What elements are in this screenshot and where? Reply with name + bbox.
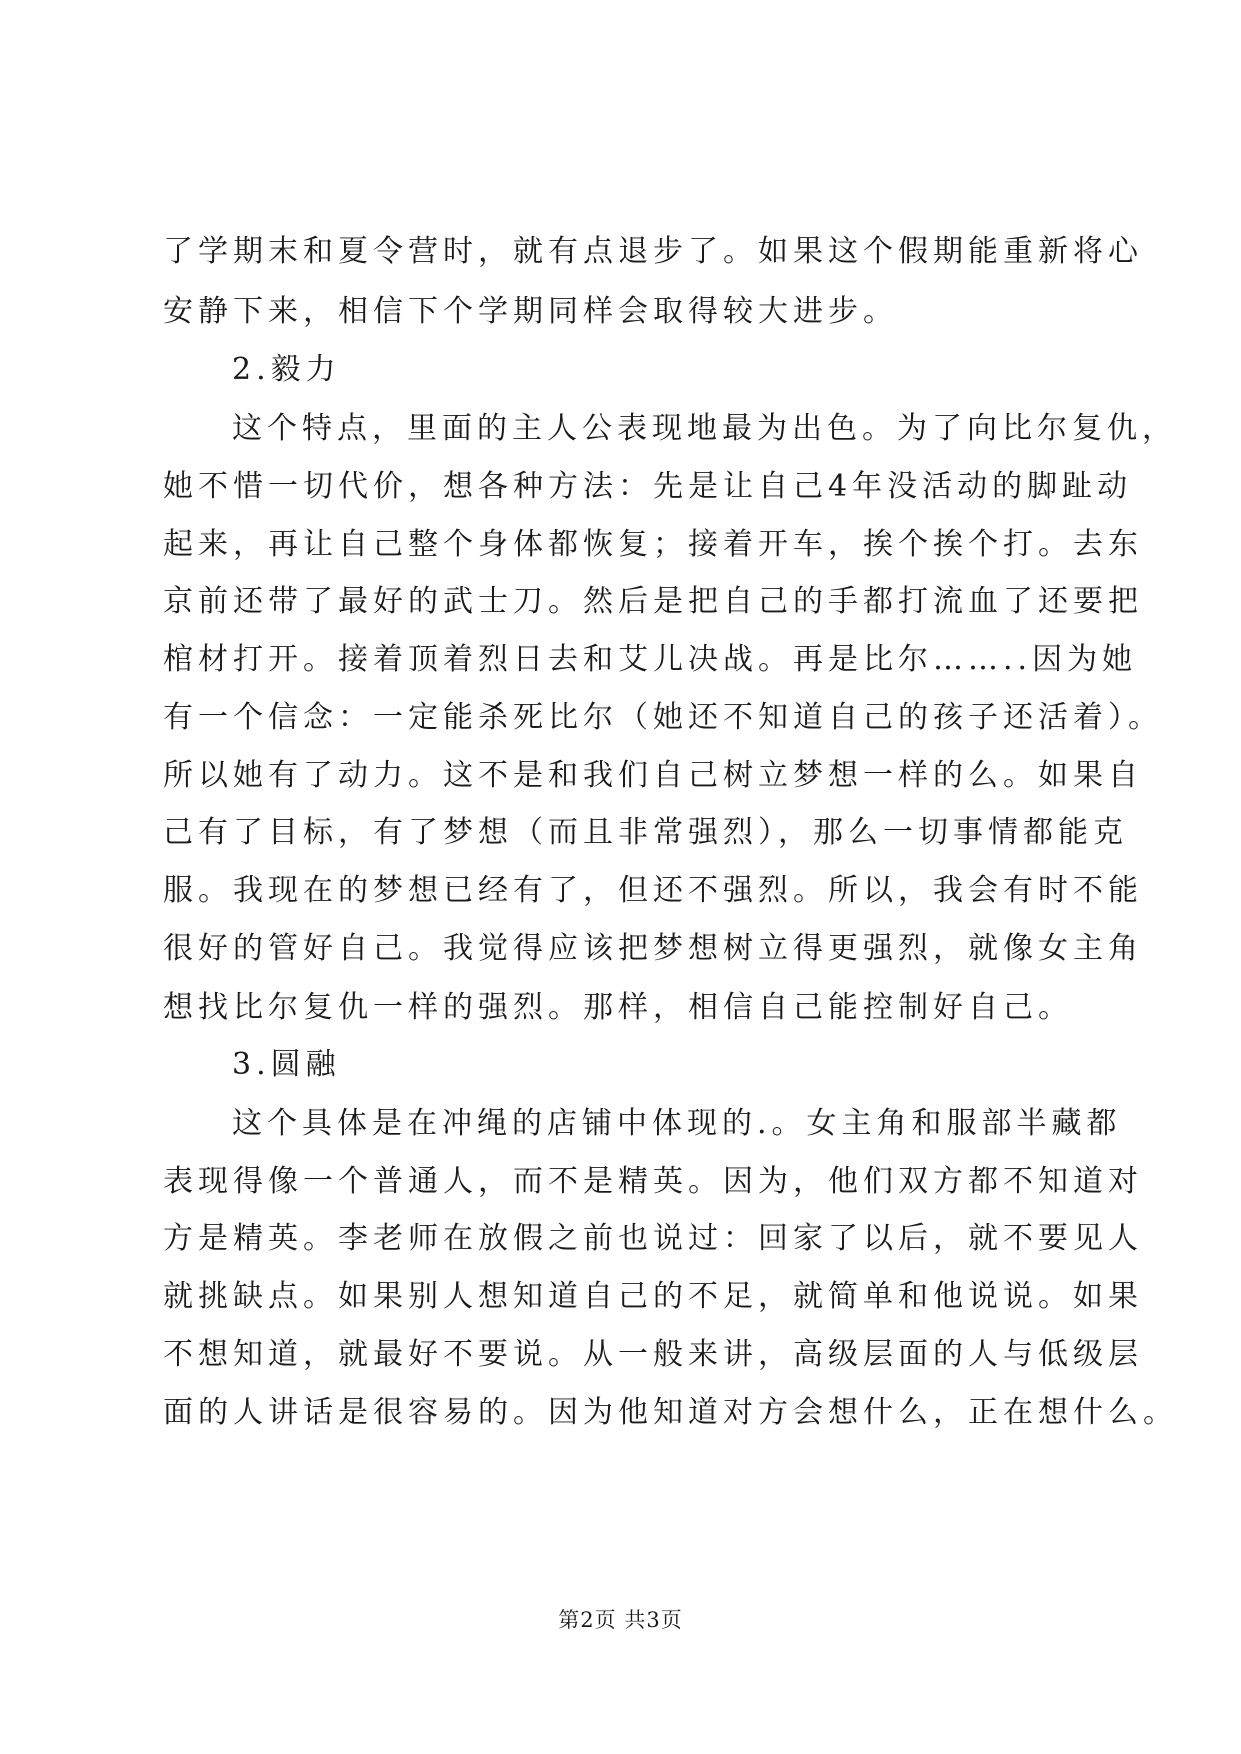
section-heading: 2.毅力 [232, 352, 341, 387]
paragraph-first-line: 这个具体是在冲绳的店铺中体现的.。女主角和服部半藏都 [232, 1106, 1122, 1141]
body-line: 面的人讲话是很容易的。因为他知道对方会想什么，正在想什么。 [163, 1395, 1178, 1430]
section-heading: 3.圆融 [232, 1047, 341, 1082]
body-line: 安静下来，相信下个学期同样会取得较大进步。 [163, 294, 898, 329]
body-line: 服。我现在的梦想已经有了，但还不强烈。所以，我会有时不能 [163, 873, 1143, 908]
body-line: 想找比尔复仇一样的强烈。那样，相信自己能控制好自己。 [163, 990, 1073, 1025]
body-line: 棺材打开。接着顶着烈日去和艾儿决战。再是比尔……..因为她 [163, 642, 1138, 677]
body-line: 表现得像一个普通人，而不是精英。因为，他们双方都不知道对 [163, 1164, 1143, 1199]
body-line: 所以她有了动力。这不是和我们自己树立梦想一样的么。如果自 [163, 758, 1143, 793]
body-line: 不想知道，就最好不要说。从一般来讲，高级层面的人与低级层 [163, 1337, 1143, 1372]
body-line: 很好的管好自己。我觉得应该把梦想树立得更强烈，就像女主角 [163, 931, 1143, 966]
body-line: 就挑缺点。如果别人想知道自己的不足，就简单和他说说。如果 [163, 1279, 1143, 1314]
body-line: 了学期末和夏令营时，就有点退步了。如果这个假期能重新将心 [163, 234, 1143, 269]
body-line: 京前还带了最好的武士刀。然后是把自己的手都打流血了还要把 [163, 584, 1143, 619]
body-line: 方是精英。李老师在放假之前也说过：回家了以后，就不要见人 [163, 1221, 1143, 1256]
body-line: 起来，再让自己整个身体都恢复；接着开车，挨个挨个打。去东 [163, 527, 1143, 562]
page-footer: 第2页 共3页 [558, 1608, 683, 1632]
body-line: 有一个信念：一定能杀死比尔（她还不知道自己的孩子还活着）。 [163, 700, 1163, 735]
paragraph-first-line: 这个特点，里面的主人公表现地最为出色。为了向比尔复仇， [232, 411, 1177, 446]
body-line: 她不惜一切代价，想各种方法：先是让自己4年没活动的脚趾动 [163, 469, 1133, 504]
body-line: 己有了目标，有了梦想（而且非常强烈），那么一切事情都能克 [163, 815, 1128, 850]
